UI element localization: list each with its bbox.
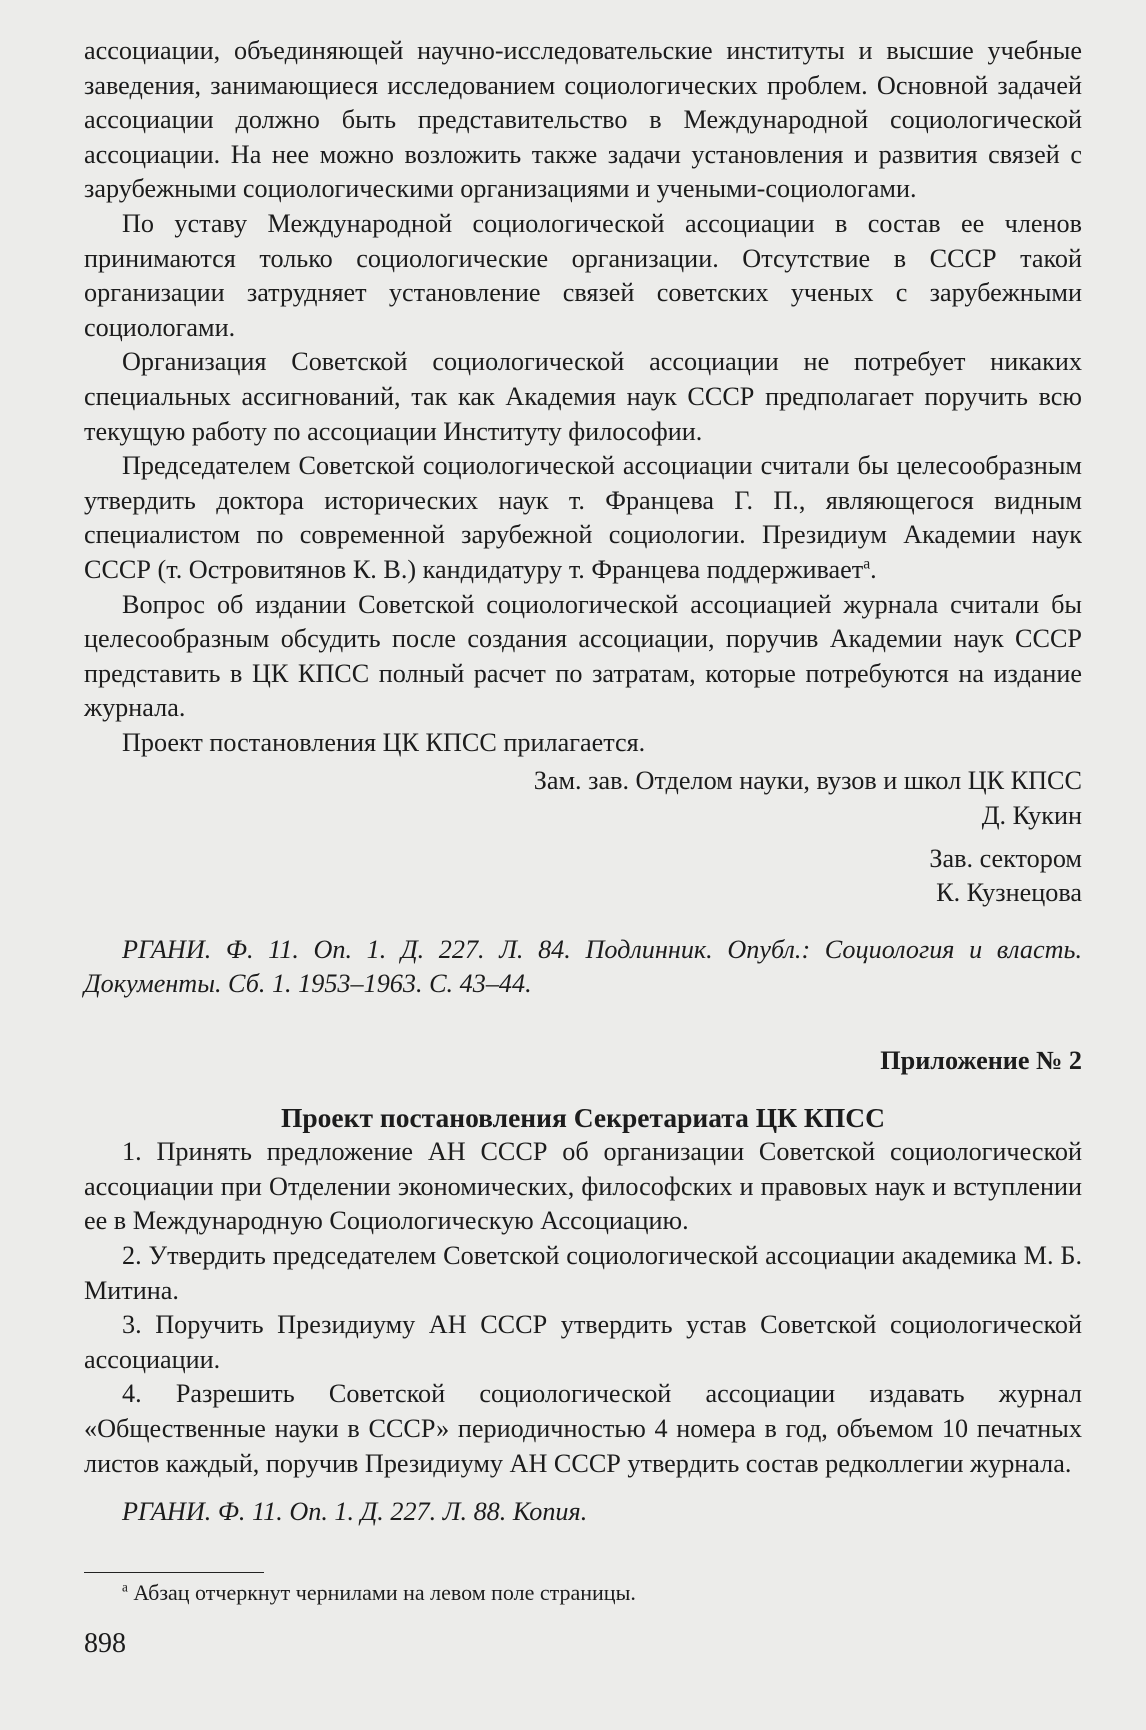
footnote-mark: а — [863, 555, 871, 573]
paragraph-1: ассоциации, объединяющей научно-исследовательские институты и высшие учебные заведения, занимающиеся исследованием социологических проблем. Основной задачей ассоциации должно быть представительство в Международной социологической ассоциации. На нее можно возложить также задачи установления и развития связей с зарубежными социологическими организациями и учеными-социологами. — [84, 36, 1082, 204]
footnote-text: Абзац отчеркнут чернилами на левом поле страницы. — [133, 1580, 636, 1605]
appendix-label: Приложение № 2 — [880, 1046, 1082, 1076]
paragraph-2: По уставу Международной социологической ассоциации в состав ее членов принимаются только социологические организации. Отсутствие в СССР такой организации затрудняет установление связей советских ученых с зарубежными социологами. — [84, 208, 1082, 342]
paragraph-3: Организация Советской социологической ассоциации не потребует никаких специальных ассигнований, так как Академия наук СССР предполагает поручить всю текущую работу по ассоциации Институту философии. — [84, 347, 1082, 446]
appendix-item-4: 4. Разрешить Советской социологической ассоциации издавать журнал «Общественные науки в СССР» периодичностью 4 номера в год, объемом 10 печатных листов каждый, поручив Президиуму АН СССР утвердить состав редколлегии журнала. — [84, 1379, 1082, 1478]
archive-source-2: РГАНИ. Ф. 11. Оп. 1. Д. 227. Л. 88. Копия. — [122, 1497, 588, 1527]
archive-source-1: РГАНИ. Ф. 11. Оп. 1. Д. 227. Л. 84. Подлинник. Опубл.: Социология и власть. Документы. Сб. 1. 1953–1963. С. 43–44. — [84, 934, 1082, 999]
signature-1-name: Д. Кукин — [981, 801, 1082, 831]
signature-block-2 — [84, 842, 1082, 911]
paragraph-6: Проект постановления ЦК КПСС прилагается. — [122, 727, 646, 757]
paragraph-5: Вопрос об издании Советской социологической ассоциацией журнала считали бы целесообразным обсудить после создания ассоциации, поручив Академии наук СССР представить в ЦК КПСС полный расчет по затратам, которые потребуются на издание журнала. — [84, 589, 1082, 723]
appendix-item-3: 3. Поручить Президиуму АН СССР утвердить устав Советской социологической ассоциации. — [84, 1310, 1082, 1374]
paragraph-4: Председателем Советской социологической ассоциации считали бы целесообразным утвердить доктора исторических наук т. Францева Г. П., являющегося видным специалистом по современной зарубежной социологии. Президиум Академии наук СССР (т. Островитянов К. В.) кандидатуру т. Францева поддерживает$^а$. — [84, 451, 1082, 584]
appendix-item-2: 2. Утвердить председателем Советской социологической ассоциации академика М. Б. Митина. — [84, 1241, 1082, 1305]
paragraph-4-text: Председателем Советской социологической ассоциации считали бы целесообразным утвердить доктора исторических наук т. Францева Г. П., являющегося видным специалистом по современной зарубежной социологии. Президиум Академии наук СССР (т. Островитянов К. В.) кандидатуру т. Францева поддерживает — [84, 451, 1082, 584]
footnote — [122, 1578, 636, 1608]
footnote-mark-bottom: а — [122, 1579, 128, 1595]
appendix-title: Проект постановления Секретариата ЦК КПСС — [281, 1101, 885, 1133]
signature-2-title: Зав. сектором — [929, 843, 1082, 873]
signature-2-name: К. Кузнецова — [936, 878, 1082, 908]
footnote-divider — [84, 1572, 264, 1573]
signature-block-1 — [84, 764, 1082, 833]
page-content — [84, 34, 1082, 1530]
signature-1-title: Зам. зав. Отделом науки, вузов и школ ЦК КПСС — [533, 766, 1082, 796]
page-number: 898 — [84, 1628, 126, 1659]
appendix-item-1: 1. Принять предложение АН СССР об организации Советской социологической ассоциации при Отделении экономических, философских и правовых наук и вступлении ее в Международную Социологическую Ассоциацию. — [84, 1137, 1082, 1236]
